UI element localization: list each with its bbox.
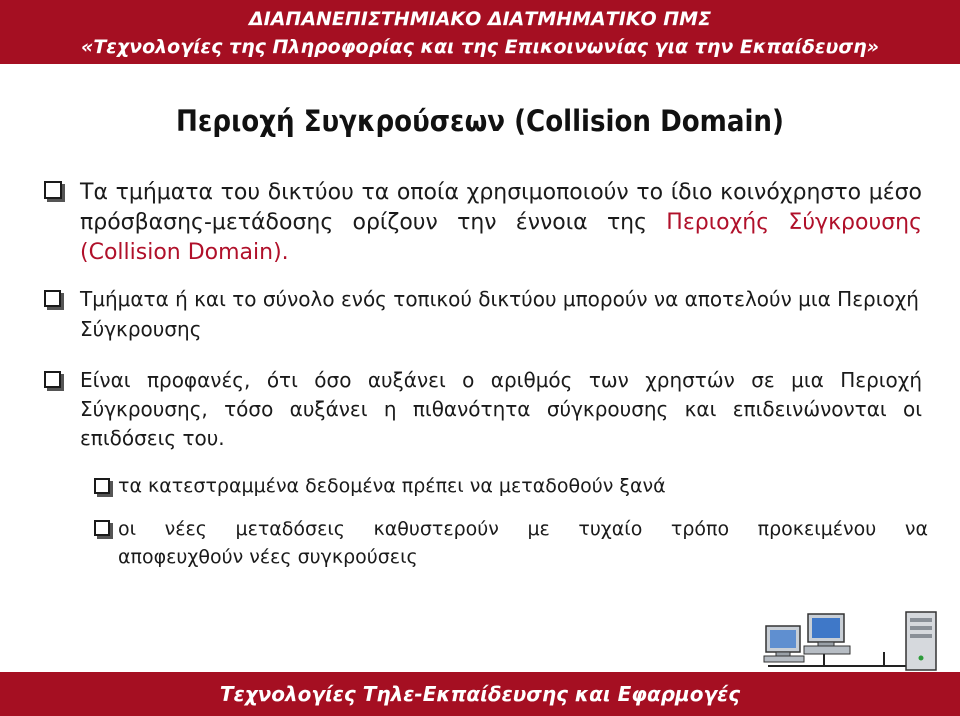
- checkbox-bullet-icon: [94, 520, 110, 536]
- subbullet-line: οι νέες μεταδόσεις καθυστερούν με τυχαίο τρόπο προκειμένου να: [118, 518, 928, 540]
- header-banner: [0, 0, 960, 64]
- header-program-title: ΔΙΑΠΑΝΕΠΙΣΤΗΜΙΑΚΟ ΔΙΑΤΜΗΜΑΤΙΚΟ ΠΜΣ: [248, 8, 712, 30]
- bullet-text: Τα τμήματα του δικτύου τα οποία χρησιμοποιούν το ίδιο κοινόχρηστο μέσο πρόσβασης-μετάδοσης ορίζουν την έννοια της: [80, 180, 922, 235]
- footer-banner: Τεχνολογίες Τηλε-Εκπαίδευσης και Εφαρμογές: [0, 672, 960, 716]
- header-program-subtitle: «Τεχνολογίες της Πληροφορίας και της Επικοινωνίας για την Εκπαίδευση»: [80, 36, 879, 58]
- checkbox-bullet-icon: [44, 371, 61, 388]
- network-computers-icon: [760, 604, 944, 676]
- bullet-lan-segments: Τμήματα ή και το σύνολο ενός τοπικού δικτύου μπορούν να αποτελούν μια Περιοχή Σύγκρουσης: [80, 287, 919, 341]
- checkbox-bullet-icon: [94, 478, 110, 494]
- subbullet-line: αποφευχθούν νέες συγκρούσεις: [118, 546, 418, 568]
- checkbox-bullet-icon: [44, 181, 62, 199]
- bullet-highlight: Περιοχής Σύγκρουσης (Collision Domain).: [80, 210, 922, 265]
- bullet-collision-probability: Είναι προφανές, ότι όσο αυξάνει ο αριθμός των χρηστών σε μια Περιοχή Σύγκρουσης, τόσο αυξάνει η πιθανότητα σύγκρουσης και επιδεινώνονται οι επιδόσεις του.: [80, 368, 922, 450]
- slide-title: Περιοχή Συγκρούσεων (Collision Domain): [176, 104, 784, 138]
- checkbox-bullet-icon: [44, 290, 61, 307]
- bullet-collision-domain-definition: [80, 178, 922, 268]
- subbullet-random-backoff: [118, 515, 928, 571]
- subbullet-retransmission: τα κατεστραμμένα δεδομένα πρέπει να μεταδοθούν ξανά: [118, 475, 666, 497]
